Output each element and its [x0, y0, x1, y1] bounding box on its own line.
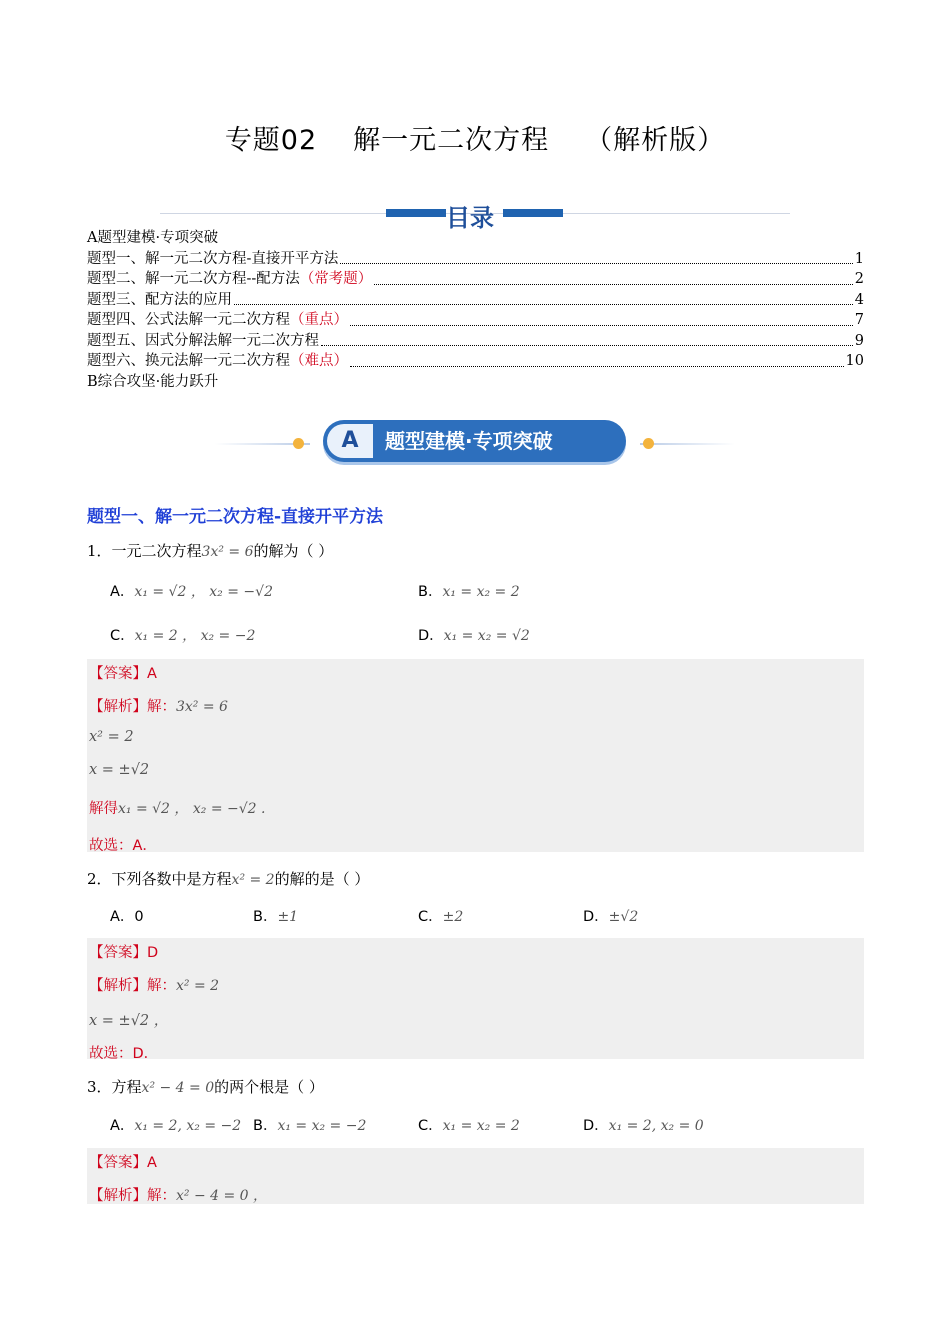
q3-analysis: [89, 1184, 267, 1205]
toc-item-tag: （重点）: [290, 312, 348, 328]
answer-value: A: [147, 666, 157, 682]
question-1-stem: [87, 540, 333, 561]
q3-option-c[interactable]: [418, 1114, 520, 1135]
q2-answer: [89, 941, 158, 962]
table-of-contents: [87, 228, 864, 392]
q1-solved: [89, 797, 265, 818]
q1-stem-math: 3x² = 6: [201, 544, 254, 560]
toc-item-tag: （难点）: [290, 353, 348, 369]
q2-stem-math: x² = 2: [231, 872, 275, 888]
option-math: x₁ = x₂ = −2: [277, 1118, 367, 1134]
q1-analysis: [89, 695, 228, 716]
toc-item-page: 1: [854, 250, 864, 267]
toc-section-a[interactable]: [87, 228, 864, 249]
toc-item-text: 题型一、解一元二次方程-直接开平方法: [87, 250, 339, 267]
q1-option-d[interactable]: [418, 624, 530, 645]
banner-text: 题型建模·专项突破: [385, 429, 553, 453]
toc-item-tag: （常考题）: [299, 271, 373, 287]
q3-option-a[interactable]: [110, 1114, 241, 1135]
toc-section-b[interactable]: [87, 372, 864, 393]
q1-option-a[interactable]: [110, 580, 273, 601]
toc-item[interactable]: [87, 331, 864, 352]
toc-item[interactable]: [87, 351, 864, 372]
q1-step-2: x = ±√2: [89, 762, 150, 778]
analysis-label: 【解析】解：: [89, 1188, 176, 1204]
q3-stem-tail: 的两个根是（ ）: [214, 1078, 324, 1096]
answer-value: A: [147, 1155, 157, 1171]
option-math: x₁ = 2, x₂ = −2: [134, 1118, 242, 1134]
toc-item-page: 4: [854, 291, 864, 308]
q2-stem-text: 2．下列各数中是方程: [87, 870, 232, 888]
option-label: C．: [110, 628, 135, 644]
section-title: 题型一、解一元二次方程-直接开平方法: [87, 507, 384, 527]
q2-analysis: [89, 974, 219, 995]
toc-item[interactable]: [87, 310, 864, 331]
analysis-label: 【解析】解：: [89, 699, 176, 715]
toc-heading: 目录: [446, 204, 494, 232]
toc-item-page: 10: [845, 353, 864, 369]
analysis-label: 【解析】解：: [89, 978, 176, 994]
solved-math: x₁ = √2 ， x₂ = −√2 .: [118, 801, 266, 817]
option-label: D．: [583, 909, 609, 925]
toc-item-page: 9: [854, 332, 864, 349]
q3-option-d[interactable]: [583, 1114, 704, 1135]
toc-item[interactable]: [87, 249, 864, 270]
q1-answer: [89, 662, 157, 683]
q2-option-c[interactable]: [418, 905, 463, 926]
toc-item[interactable]: [87, 290, 864, 311]
question-2-stem: [87, 868, 369, 889]
option-label: D．: [418, 628, 444, 644]
banner-letter: A: [327, 424, 373, 458]
question-3-stem: [87, 1076, 324, 1097]
option-math: 0: [134, 909, 144, 925]
toc-section-a-label: A题型建模·专项突破: [87, 230, 219, 246]
q2-option-a[interactable]: [110, 905, 144, 926]
q2-answer-box: [87, 938, 864, 1059]
toc-bar-right: [503, 209, 563, 217]
option-label: B．: [253, 909, 278, 925]
option-math: x₁ = x₂ = √2: [443, 628, 530, 644]
q3-answer: [89, 1151, 157, 1172]
option-label: A．: [110, 584, 135, 600]
option-math: x₁ = 2, x₂ = 0: [608, 1118, 704, 1134]
title-topic: 解一元二次方程: [353, 125, 550, 156]
answer-label: 【答案】: [89, 666, 147, 682]
q1-option-c[interactable]: [110, 624, 255, 645]
option-label: A．: [110, 909, 135, 925]
q2-option-b[interactable]: [253, 905, 298, 926]
q1-step-1: x² = 2: [89, 729, 134, 745]
toc-item-text: 题型五、因式分解法解一元二次方程: [87, 332, 319, 349]
q1-stem-tail: 的解为（ ）: [253, 542, 334, 560]
toc-item-page: 7: [854, 312, 864, 328]
q2-stem-tail: 的解的是（ ）: [274, 870, 370, 888]
q3-option-b[interactable]: [253, 1114, 366, 1135]
section-banner: [323, 420, 626, 462]
toc-item-text: 题型四、公式法解一元二次方程: [87, 312, 290, 328]
page-title: [0, 118, 950, 157]
q1-answer-box: [87, 659, 864, 852]
q1-option-b[interactable]: [418, 580, 520, 601]
analysis-math: 3x² = 6: [176, 699, 228, 715]
analysis-math: x² = 2: [176, 978, 220, 994]
toc-item[interactable]: [87, 269, 864, 290]
option-math: x₁ = x₂ = 2: [442, 584, 520, 600]
answer-value: D: [147, 945, 159, 961]
option-label: A．: [110, 1118, 135, 1134]
answer-label: 【答案】: [89, 945, 147, 961]
toc-item-page: 2: [854, 271, 864, 287]
option-label: B．: [418, 584, 443, 600]
banner-dot-right: [643, 438, 654, 449]
option-math: ±2: [442, 909, 464, 925]
answer-label: 【答案】: [89, 1155, 147, 1171]
toc-item-text: 题型六、换元法解一元二次方程: [87, 353, 290, 369]
option-math: x₁ = x₂ = 2: [442, 1118, 520, 1134]
q2-step-1: x = ±√2 ，: [89, 1013, 169, 1029]
q2-choose: 故选：D．: [89, 1046, 159, 1062]
q3-stem-math: x² − 4 = 0: [141, 1080, 215, 1096]
option-math: ±√2: [608, 909, 639, 925]
option-math: x₁ = √2 ， x₂ = −√2: [134, 584, 273, 600]
q1-choose: 故选：A．: [89, 838, 157, 854]
q3-stem-text: 3．方程: [87, 1078, 142, 1096]
option-math: ±1: [277, 909, 299, 925]
toc-item-text: 题型三、配方法的应用: [87, 291, 232, 308]
toc-bar-left: [386, 209, 446, 217]
option-label: C．: [418, 1118, 443, 1134]
option-label: D．: [583, 1118, 609, 1134]
solved-label: 解得: [89, 801, 118, 817]
option-label: C．: [418, 909, 443, 925]
option-math: x₁ = 2 ， x₂ = −2: [134, 628, 256, 644]
banner-line-right: [640, 443, 735, 445]
title-edition: （解析版）: [585, 125, 726, 156]
toc-item-text: 题型二、解一元二次方程--配方法: [87, 271, 300, 287]
title-main: 专题02: [224, 125, 318, 156]
q1-stem-text: 1．一元二次方程: [87, 542, 202, 560]
toc-section-b-label: B综合攻坚·能力跃升: [87, 373, 219, 390]
analysis-math: x² − 4 = 0 ，: [176, 1188, 268, 1204]
q2-option-d[interactable]: [583, 905, 638, 926]
option-label: B．: [253, 1118, 278, 1134]
banner-dot-left: [293, 438, 304, 449]
